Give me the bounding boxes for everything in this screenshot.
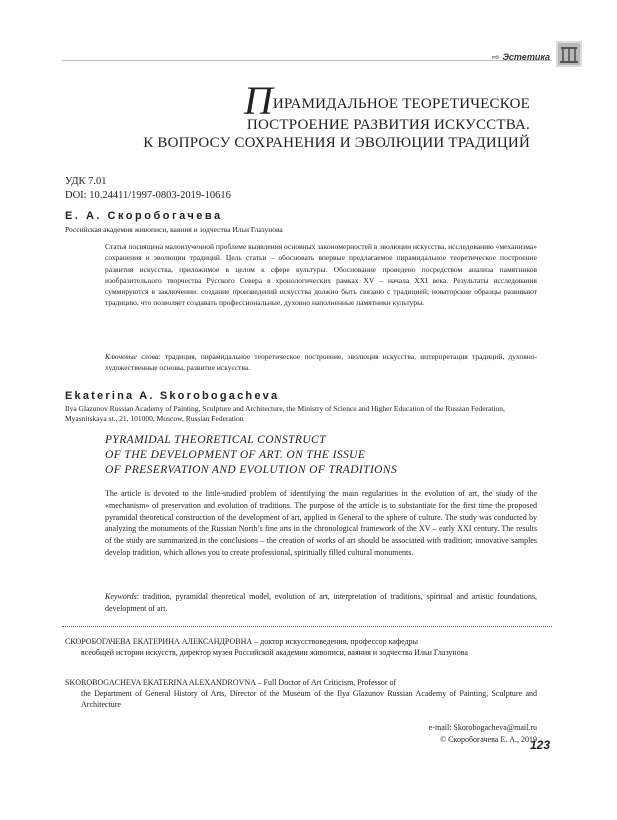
author-email[interactable]: e-mail: Skorobogacheva@mail.ru xyxy=(428,723,537,732)
arrow-icon: ⇨ xyxy=(491,52,500,62)
author-name-ru: Е. А. Скоробогачева xyxy=(65,210,223,222)
udk-code: УДК 7.01 xyxy=(65,176,107,187)
keywords-text-en: : tradition, pyramidal theoretical model, evolution of art, interpretation of traditions, spiritual and artistic foundations, development of art. xyxy=(105,592,537,613)
doi: DOI: 10.24411/1997-0803-2019-10616 xyxy=(65,190,231,201)
title-en-line-1: PYRAMIDAL THEORETICAL CONSTRUCT xyxy=(105,434,326,446)
author-bio-ru xyxy=(65,636,537,658)
bio-ru-first-line: СКОРОБОГАЧЕВА ЕКАТЕРИНА АЛЕКСАНДРОВНА – доктор искусствоведения, профессор кафедры xyxy=(65,637,419,646)
title-line-1: ИРАМИДАЛЬНОЕ ТЕОРЕТИЧЕСКОЕ xyxy=(272,96,530,112)
article-title-ru xyxy=(130,78,530,152)
section-label xyxy=(430,52,550,63)
copyright: © Скоробогачева Е. А., 2019 xyxy=(440,735,537,744)
title-line-2: ПОСТРОЕНИЕ РАЗВИТИЯ ИСКУССТВА. xyxy=(246,117,530,133)
author-affiliation-ru: Российская академия живописи, ваяния и зодчества Ильи Глазунова xyxy=(65,225,283,234)
keywords-label-ru: Ключевые слова xyxy=(105,352,159,361)
abstract-ru: Статья посвящена малоизученной проблеме выявления основных закономерностей в эволюции искусства, исследованию «механизма» сохранения и эволюции традиций. Цель статьи – обосновать впервые предлагаемое пирамидальное теоретическое построение развития искусства, приложимое в целом к сфере культуры. Обоснование проведено посредством анализа памятников изобразительного творчества Русского Севера в хронологических рамках XV – начала XXI века. Результаты исследования суммируются в заключении: создание произведений искусства должно быть связано с традицией; новаторские образцы развивают традицию, что позволяет создавать профессиональные, духовно наполненные памятники культуры. xyxy=(105,242,537,308)
title-line-3: К ВОПРОСУ СОХРАНЕНИЯ И ЭВОЛЮЦИИ ТРАДИЦИЙ xyxy=(143,135,530,151)
keywords-text-ru: : традиция, пирамидальное теоретическое построение, эволюция искусства, интерпретация традиций, духовно-художественные основы, развитие искусства. xyxy=(105,352,538,373)
article-title-en xyxy=(105,433,397,479)
author-affiliation-en: Ilya Glazunov Russian Academy of Painting, Sculpture and Architecture, the Ministry of Science and Higher Education of the Russian Federation, Myasnitskaya st., 21, 101000, Moscow, Russian Federation xyxy=(65,404,505,423)
abstract-en: The article is devoted to the little-studied problem of identifying the main regularities in the evolution of art, the study of the «mechanism» of preservation and evolution of traditions. The purpose of the article is to substantiate for the first time the proposed pyramidal theoretical construction of the development of art, applied in General to the sphere of culture. The study was conducted by analyzing the monuments of the Russian North’s fine arts in the chronological framework of the XV – early XXI century. The results of the study are summarized in the conclusions – the creation of works of art should be associated with tradition; innovative samples develop tradition, which allows you to create professional, spiritually filled cultural monuments. xyxy=(105,489,537,557)
bio-ru-continuation: всеобщей истории искусств, директор музея Российской академии живописи, ваяния и зодчества Ильи Глазунова xyxy=(81,648,468,657)
article-meta xyxy=(65,175,231,203)
title-initial: П xyxy=(243,78,273,123)
title-en-line-3: OF PRESERVATION AND EVOLUTION OF TRADITIONS xyxy=(105,464,398,477)
title-en-line-2: OF THE DEVELOPMENT OF ART. ON THE ISSUE xyxy=(105,449,366,462)
journal-logo-icon xyxy=(556,41,582,67)
page-number: 123 xyxy=(529,738,550,752)
bio-en-first-line: SKOROBOGACHEVA EKATERINA ALEXANDROVNA – Full Doctor of Art Criticism, Professor of xyxy=(65,678,397,687)
keywords-label-en: Keywords xyxy=(105,592,137,601)
author-name-en: Ekaterina A. Skorobogacheva xyxy=(65,390,280,402)
section-title: Эстетика xyxy=(502,52,550,62)
author-bio-en xyxy=(65,677,537,710)
keywords-ru xyxy=(105,351,537,374)
dotted-divider xyxy=(62,626,552,627)
bio-en-continuation: the Department of General History of Arts, Director of the Museum of the Ilya Glazunov Russian Academy of Painting, Sculpture and Architecture xyxy=(81,689,537,709)
keywords-en xyxy=(105,591,537,615)
